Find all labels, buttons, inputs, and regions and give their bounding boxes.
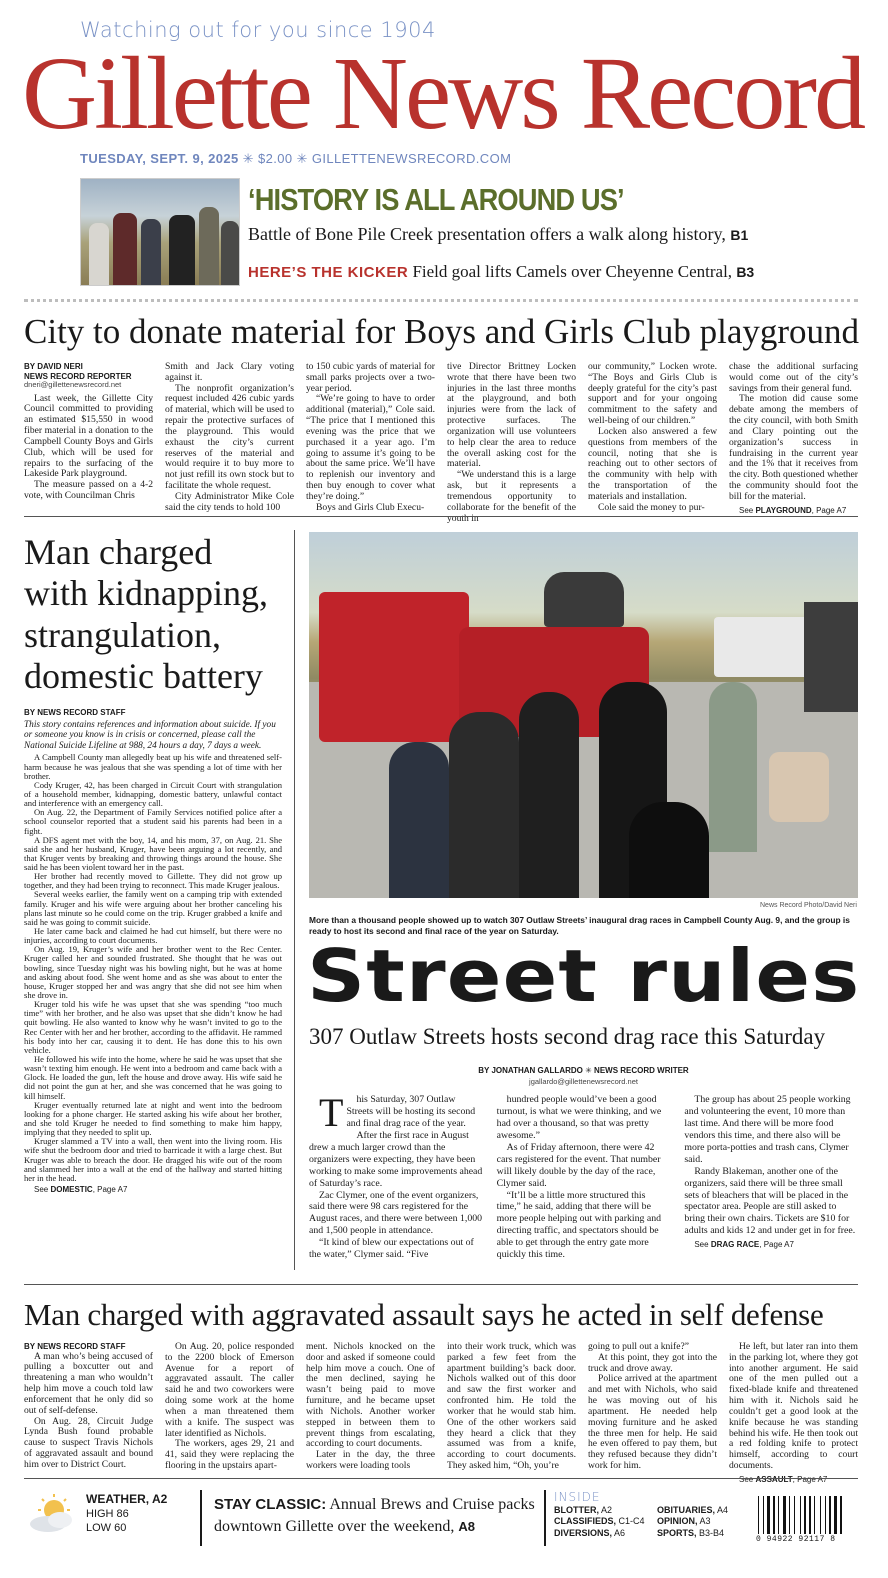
paragraph: Her brother had recently moved to Gillette. They did not grow up together, and they had been trying to reconnect. This made Kruger jealous. xyxy=(24,871,282,891)
paragraph: Kruger told his wife he was upset that she was spending “too much time” with her brother, and he also was upset that she didn’t know he had quit bowling. He also wanted to know why he wasn’t invited to go to the Rec Center with her and her brother, according to the affidavit. He rammed his body into her car, causing it to dent. He has done this to his own vehicle. xyxy=(24,999,282,1055)
paragraph: Police arrived at the apartment and met with Nichols, who said he was moving out of his apartment. He needed help moving furniture and he asked the three men for help. He said he even offered to pay them, but they refused because they didn’t work for him. xyxy=(588,1373,717,1472)
paragraph: Smith and Jack Clary voting against it. xyxy=(165,361,294,383)
paragraph: going to pull out a knife?” xyxy=(588,1341,689,1352)
paragraph: Several weeks earlier, the family went on a camping trip with extended family. Kruger and his wife were arguing about her brother canceling his plans last minute so he could come on the trip. Kruger grabbed a knife and said he was going to commit suicide. xyxy=(24,889,282,927)
byline: BY JONATHAN GALLARDO ✳ NEWS RECORD WRITER xyxy=(478,1066,689,1075)
issue-price: $2.00 xyxy=(257,151,293,166)
dateline xyxy=(80,151,511,167)
byline: BY NEWS RECORD STAFF xyxy=(24,1342,126,1351)
masthead-title: Gillette News Record xyxy=(22,36,864,151)
paragraph: tive Director Brittney Locken wrote that there have been two injuries in the last three months at the playground, and both injuries were from the lack of protective surfaces. The organization will use volunteers to help clear the area to reduce the overall asking cost for the material. xyxy=(447,361,576,470)
index-item[interactable]: CLASSIFIEDS, C1-C4 xyxy=(554,1516,645,1527)
paragraph: “We’re going to have to order additional (material),” Cole said. “The price that I mentioned this evening was the price that we purchased it a year ago. I’m going to assume it’s going to be about the same price. We’ll have to replenish our inventory and then buy enough to cover what they’re doing.” xyxy=(306,393,435,502)
promo-photo[interactable] xyxy=(80,178,240,286)
story4-col xyxy=(165,1342,294,1470)
stay-classic-promo[interactable] xyxy=(214,1494,539,1539)
paragraph: Zac Clymer, one of the event organizers, said there were 98 cars registered for the August races, and there were between 1,000 and 1,500 people in attendance. xyxy=(309,1189,483,1237)
story2-body xyxy=(24,708,282,1274)
issue-date: TUESDAY, SEPT. 9, 2025 xyxy=(80,151,239,166)
index-item[interactable]: BLOTTER, A2 xyxy=(554,1505,613,1515)
paragraph: Cody Kruger, 42, has been charged in Circuit Court with strangulation of a household member, kidnapping, domestic battery, unlawful contact and interference with an emergency call. xyxy=(24,779,282,809)
promo-subhead-text: Battle of Bone Pile Creek presentation offers a walk along history, xyxy=(248,224,726,244)
photo-caption: More than a thousand people showed up to watch 307 Outlaw Streets’ inaugural drag races in Campbell County Aug. 9, and the group is ready to host its second and final race of the year on Saturday. xyxy=(309,915,850,936)
story3-col xyxy=(684,1094,858,1272)
jump-link-drag-race[interactable]: See DRAG RACE, Page A7 xyxy=(694,1240,794,1250)
paragraph: Last week, the Gillette City Council committed to providing an estimated $15,550 in wood fiber material in a donation to the Campbell County Boys and Girls Club, which will be used for repairs to the surfacing of the Lakeside Park playground. xyxy=(24,392,153,480)
kicker-text: Field goal lifts Camels over Cheyenne Central, xyxy=(412,262,733,281)
masthead-tagline: Watching out for you since 1904 xyxy=(80,18,436,42)
author-email[interactable]: dneri@gillettenewsrecord.net xyxy=(24,380,122,390)
paragraph: He left, but later ran into them in the parking lot, where they got into another argument. He said one of the men pulled out a fixed-blade knife and threatened him with it. Nichols said he couldn’t get a good look at the knife because he was standing behind his wife. He then took out a red folding knife to protect himself, according to court documents. xyxy=(729,1341,858,1472)
partly-cloudy-icon xyxy=(24,1492,82,1538)
footer-divider xyxy=(544,1490,546,1546)
story3-deck: 307 Outlaw Streets hosts second drag race this Saturday xyxy=(309,1024,826,1049)
story1-col xyxy=(447,361,576,524)
dropcap: T xyxy=(319,1090,344,1135)
weather-high: HIGH 86 xyxy=(86,1508,129,1520)
paragraph: On Aug. 20, police responded to the 2200 block of Emerson Avenue for a report of aggravated assault. The caller said he and two coworkers were doing some work at the home when a man threatened them with a knife. The suspect was later identified as Nichols. xyxy=(165,1341,294,1439)
weather-low: LOW 60 xyxy=(86,1522,127,1534)
story1-headline[interactable]: City to donate material for Boys and Girls Club playground xyxy=(24,312,860,351)
paragraph: ment. Nichols knocked on the door and asked if someone could help him move a couch. One of the men declined, saying he wasn’t being paid to move furniture, and he became upset with Nichols. Another worker stepped in between them to prevent things from escalating, according to court documents. xyxy=(306,1341,435,1450)
inside-index-right xyxy=(657,1505,728,1539)
paragraph: He later came back and claimed he had cut himself, but there were no injuries, according to court documents. xyxy=(24,926,282,946)
paragraph: “We understand this is a large ask, but it represents a tremendous opportunity to collaborate for the benefit of the youth in xyxy=(447,469,576,524)
story3-body xyxy=(309,1090,858,1272)
separator: ✳ xyxy=(242,151,254,166)
index-item[interactable]: OPINION, A3 xyxy=(657,1516,711,1527)
barcode xyxy=(758,1496,856,1534)
story3-headline[interactable]: Street rules xyxy=(307,934,861,1018)
paragraph: Later in the day, the three workers were loading tools xyxy=(306,1449,435,1472)
promo-page: A8 xyxy=(458,1519,475,1535)
story3-col xyxy=(309,1090,483,1272)
advisory-note: This story contains references and information about suicide. If you or someone you know is in crisis or concerned, please call the National Suicide Lifeline at 988, 24 hours a day, 7 days a week. xyxy=(24,719,276,751)
paragraph: At this point, they got into the truck and drove away. xyxy=(588,1351,717,1374)
paragraph: our community,” Locken wrote. “The Boys and Girls Club is deeply grateful for the city’s past support and for your ongoing commitment to the safety and well-being of our children.” xyxy=(588,361,717,427)
footer-divider xyxy=(200,1490,202,1546)
story2-headline[interactable]: Man charged with kidnapping, strangulation, domestic battery xyxy=(24,532,268,697)
index-item[interactable]: SPORTS, B3-B4 xyxy=(657,1527,725,1538)
index-item[interactable]: OBITUARIES, A4 xyxy=(657,1505,729,1515)
paragraph: The motion did cause some debate among the members of the city council, with both Smith and Clary pointing out the organization’s success in fundraising in the current year and the 1% that it receives from the city. Both questioned whether the community should foot the bill for the material. xyxy=(729,393,858,502)
paragraph: The measure passed on a 4-2 vote, with Councilman Chris xyxy=(24,479,153,502)
drag-race-photo[interactable] xyxy=(309,532,858,898)
story4-col xyxy=(24,1342,153,1470)
byline-role: NEWS RECORD REPORTER xyxy=(24,371,132,381)
story1-col xyxy=(729,361,858,515)
story1-col xyxy=(306,361,435,513)
paragraph: On Aug. 28, Circuit Judge Lynda Bush found probable cause to suspect Travis Nichols of aggravated assault and bound him over to District Court. xyxy=(24,1415,153,1470)
paragraph: to 150 cubic yards of material for small parks projects over a two-year period. xyxy=(306,361,435,394)
paragraph: Cole said the money to pur- xyxy=(598,501,705,513)
story2-text xyxy=(24,753,282,1194)
jump-link-domestic[interactable]: See DOMESTIC, Page A7 xyxy=(34,1184,128,1194)
inside-label: INSIDE xyxy=(554,1490,601,1504)
story4-col xyxy=(306,1342,435,1470)
promo-label: STAY CLASSIC: xyxy=(214,1496,327,1513)
column-divider xyxy=(294,530,295,1270)
kicker-page: B3 xyxy=(736,264,755,280)
story4-headline[interactable]: Man charged with aggravated assault says he acted in self defense xyxy=(24,1297,824,1332)
paragraph: chase the additional surfacing would come out of the city’s savings from their general fund. xyxy=(729,361,858,394)
byline: BY DAVID NERI xyxy=(24,362,83,371)
paragraph: Locken also answered a few questions from members of the council, noting that she is reaching out to other sectors of the community with help with the transportation of the materials and installation. xyxy=(588,425,717,502)
jump-link-assault[interactable]: See ASSAULT, Page A7 xyxy=(739,1474,828,1484)
paragraph: On Aug. 19, Kruger’s wife and her brother went to the Rec Center. Kruger called her and sounded frustrated. She thought that he was out bowling, since Tuesday night was his bowling night, but he was at home and asking about food. She went home and as she was about to enter the house, Kruger stopped her and was angry that she did not see him when she drove in. xyxy=(24,944,282,1001)
paragraph: He followed his wife into the home, where he said he was upset that she wasn’t texting him enough. He went into a bedroom and came back with a Glock. He loaded the gun, left the house and drove away. His wife said he did not point the gun at her, and she was concerned that he was going to kill himself. xyxy=(24,1054,282,1101)
story1-body xyxy=(24,361,858,524)
inside-index-left xyxy=(554,1505,645,1539)
promo-subhead[interactable] xyxy=(248,224,748,245)
promo-text: Annual Brews and Cruise packs downtown Gillette over the weekend, xyxy=(214,1496,535,1536)
divider xyxy=(24,299,858,302)
paragraph: A DFS agent met with the boy, 14, and his mom, 37, on Aug. 21. She said she and her husband, Kruger, have been arguing a lot recently, and that Kruger vents by breaking and throwing things around the house. She said he has been violent toward her in the past. xyxy=(24,834,282,873)
paragraph: Kruger slammed a TV into a wall, then went into the living room. His wife shut the bedroom door and tried to barricade it with a large chest. But Kruger was able to breach the door. He dragged his wife out of the room and slammed her into a wall at the end of the hallway and started hitting her in the head. xyxy=(24,1136,282,1183)
paragraph: A Campbell County man allegedly beat up his wife and threatened self-harm because he was jealous that she was spending a lot of time with her brother. xyxy=(24,752,282,781)
paragraph: A man who’s being accused of pulling a boxcutter out and threatening a man who wouldn’t help him move a couch told law enforcement that he only did so out of self-defense. xyxy=(24,1350,153,1416)
separator: ✳ xyxy=(296,151,308,166)
paragraph: Boys and Girls Club Execu- xyxy=(316,501,425,513)
weather-label[interactable]: WEATHER, A2 xyxy=(86,1492,168,1506)
paragraph: “It kind of blew our expectations out of the water,” Clymer said. “Five xyxy=(309,1237,474,1261)
paragraph: “It’ll be a little more structured this time,” he said, adding that there will be more people helping out with parking and directing traffic, and spectators should be able to get through the entry gate more quickly this time. xyxy=(496,1189,662,1261)
divider xyxy=(24,1284,858,1285)
byline: BY NEWS RECORD STAFF xyxy=(24,708,126,717)
divider xyxy=(24,1478,858,1479)
barcode-number: 0 94922 92117 8 xyxy=(756,1535,836,1544)
promo-page: B1 xyxy=(730,227,749,243)
story1-col xyxy=(165,361,294,513)
paragraph: The group has about 25 people working and volunteering the event, 10 more than last time. And there will be more food vendors this time, and there also will be more porta-potties and trash cans, Clymer said. xyxy=(684,1094,851,1165)
story4-col xyxy=(447,1342,576,1470)
paragraph: As of Friday afternoon, there were 42 cars registered for the event. That number will likely double by the day of the race, Clymer said. xyxy=(496,1141,661,1189)
paragraph: hundred people would’ve been a good turnout, is what we were thinking, and we had over a thousand, so that was pretty awesome.” xyxy=(496,1094,662,1141)
photo-credit: News Record Photo/David Neri xyxy=(760,902,857,909)
paragraph: Kruger eventually returned late at night and went into the bedroom looking for a phone charger. He started asking his wife about her brother, and she told Kruger he needed to find something to make him happy, implying that they needed to split up. xyxy=(24,1099,282,1138)
paragraph: City Administrator Mike Cole said the city tends to hold 100 xyxy=(165,490,294,513)
kicker-label: HERE’S THE KICKER xyxy=(248,264,409,281)
paragraph: The workers, ages 29, 21 and 41, said they were replacing the flooring in the upstairs apart- xyxy=(165,1438,294,1472)
divider xyxy=(24,516,858,517)
story1-col xyxy=(588,361,717,513)
paragraph: Randy Blakeman, another one of the organizers, said there will be three small sets of bleachers that will be placed in the spectator area. People are still asked to bring their own chairs. Tickets are $10 for adults and kids 12 and under get in for free. xyxy=(684,1165,856,1237)
kicker-promo[interactable] xyxy=(248,262,754,282)
author-email[interactable]: jgallardo@gillettenewsrecord.net xyxy=(529,1077,638,1086)
story1-col xyxy=(24,362,153,507)
paragraph: After the first race in August drew a much larger crowd than the organizers were expecting, they have been working to make some improvements ahead of Saturday’s race. xyxy=(309,1129,483,1189)
paragraph: his Saturday, 307 Outlaw Streets will be hosting its second and final drag race of the year. xyxy=(346,1094,476,1129)
story3-col xyxy=(497,1094,671,1272)
story4-body xyxy=(24,1341,858,1484)
paragraph: On Aug. 22, the Department of Family Services notified police after a school counselor reported that a student said his parents had been in a fight. xyxy=(24,807,282,836)
story4-col xyxy=(588,1342,717,1470)
paragraph: into their work truck, which was parked a few feet from the apartment building’s back door. Nichols walked out of this door and saw the first worker and confronted him. He told the worker that he would stab him. One of the other workers said they heard a click that they assumed was from a knife, according to court documents. They asked him, “Oh, you’re xyxy=(447,1341,576,1472)
website-link[interactable]: GILLETTENEWSRECORD.COM xyxy=(311,151,512,166)
paragraph: The nonprofit organization’s request included 426 cubic yards of material, which will be used to repair the protective surfaces of the playground. This would exhaust the city’s current reserves of the material and would require it to buy more to not just refill its own stock but to facilitate the whole request. xyxy=(165,382,294,492)
story4-col xyxy=(729,1341,858,1484)
promo-headline[interactable]: ‘HISTORY IS ALL AROUND US’ xyxy=(248,182,624,217)
jump-link-playground[interactable]: See PLAYGROUND, Page A7 xyxy=(739,505,847,515)
index-item[interactable]: DIVERSIONS, A6 xyxy=(554,1527,626,1538)
